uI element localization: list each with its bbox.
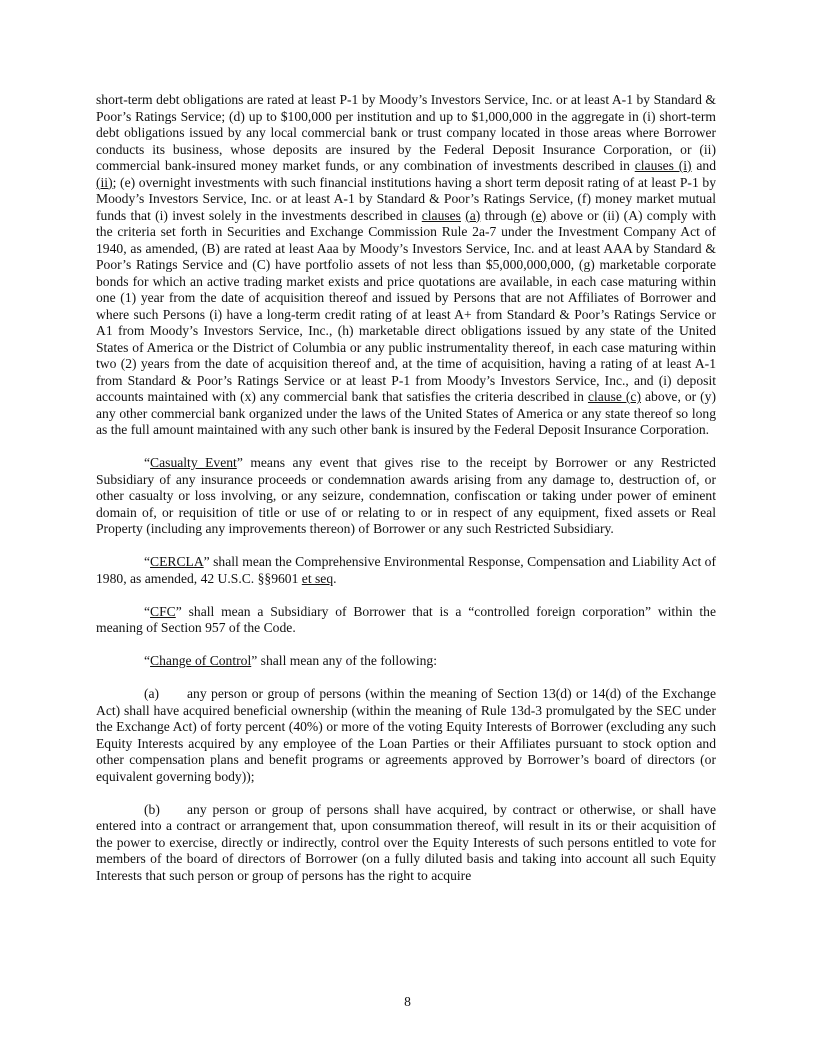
definition-casualty-event: “Casualty Event” means any event that gives rise to the receipt by Borrower or any Restricted Subsidiary of any insurance proceeds or condemnation awards arising from any damage to, destruction of, or other casualty or loss involving, or any seizure, condemnation, confiscation or taking under power of eminent domain of, or requisition of title or use of or relating to or in respect of any equipment, fixed assets or Real Property (including any improvements thereon) of Borrower or any such Restricted Subsidiary. bbox=[96, 455, 716, 536]
definition-change-of-control: “Change of Control” shall mean any of the following: bbox=[144, 653, 437, 668]
et-seq: et seq bbox=[301, 570, 334, 586]
defined-term: CFC bbox=[150, 603, 176, 619]
cash-equivalents-continuation: short-term debt obligations are rated at least P-1 by Moody’s Investors Service, Inc. or at least A-1 by Standard & Poor’s Ratings Service; (d) up to $100,000 per institution and up to $1,000,000 in the aggregate in (i) short-term debt obligations issued by any local commercial bank or trust company located in those areas where Borrower conducts its business, whose deposits are insured by the Federal Deposit Insurance Corporation, or (ii) commercial bank-insured money market funds, or any combination of investments described in clauses (i) and (ii); (e) overnight investments with such financial institutions having a short term deposit rating of at least P-1 by Moody’s Investors Service, Inc. or at least A-1 by Standard & Poor’s Ratings Service, (f) money market mutual funds that (i) invest solely in the investments described in clauses (a) through (e) above or (ii) (A) comply with the criteria set forth in Securities and Exchange Commission Rule 2a-7 under the Investment Company Act of 1940, as amended, (B) are rated at least Aaa by Moody’s Investors Service, Inc. and at least AAA by Standard & Poor’s Ratings Service and (C) have portfolio assets of not less than $5,000,000,000, (g) marketable corporate bonds for which an active trading market exists and price quotations are available, in each case maturing within one (1) year from the date of acquisition thereof and issued by Persons that are not Affiliates of Borrower and where such Persons (i) have a long-term credit rating of at least A+ from Standard & Poor’s Ratings Service or A1 from Moody’s Investors Service, Inc., (h) marketable direct obligations issued by any state of the United States of America or the District of Columbia or any public instrumentality thereof, in each case maturing within two (2) years from the date of acquisition thereof and, at the time of acquisition, having a rating of at least A-1 from Standard & Poor’s Ratings Service or at least P-1 from Moody’s Investors Service, Inc., and (i) deposit accounts maintained with (x) any commercial bank that satisfies the criteria described in clause (c) above, or (y) any other commercial bank organized under the laws of the United States of America or any state thereof so long as the full amount maintained with any such other bank is insured by the Federal Deposit Insurance Corporation. bbox=[96, 92, 717, 437]
document-page bbox=[96, 92, 716, 884]
change-of-control-clause-b: (b) any person or group of persons shall have acquired, by contract or otherwise, or shall have entered into a contract or arrangement that, upon consummation thereof, will result in its or their acquisition of the power to exercise, directly or indirectly, control over the Equity Interests of such persons entitled to vote for members of the board of directors of Borrower (on a fully diluted basis and taking into account all such Equity Interests that such person or group of persons has the right to acquire bbox=[96, 801, 716, 883]
clause-ref: clause (c) bbox=[587, 389, 641, 404]
clause-ref: clauses (i) bbox=[634, 158, 692, 173]
page-number: 8 bbox=[404, 994, 411, 1009]
defined-term: Casualty Event bbox=[150, 455, 237, 470]
defined-term: CERCLA bbox=[150, 554, 204, 569]
clause-ref: (e) bbox=[531, 207, 547, 223]
clause-label: (b) bbox=[144, 801, 160, 817]
definition-cercla: “CERCLA” shall mean the Comprehensive Environmental Response, Compensation and Liability Act of 1980, as amended, 42 U.S.C. §§9601 et seq. bbox=[96, 554, 716, 586]
clause-ref: (ii) bbox=[96, 174, 113, 190]
clause-label: (a) bbox=[144, 686, 160, 701]
definition-cfc: “CFC” shall mean a Subsidiary of Borrower that is a “controlled foreign corporation” within the meaning of Section 957 of the Code. bbox=[96, 603, 716, 635]
clause-ref: clauses bbox=[421, 207, 461, 223]
clause-ref: (a) bbox=[465, 207, 481, 223]
change-of-control-clause-a: (a) any person or group of persons (within the meaning of Section 13(d) or 14(d) of the Exchange Act) shall have acquired beneficial ownership (within the meaning of Rule 13d-3 promulgated by the SEC under the Exchange Act) of forty percent (40%) or more of the voting Equity Interests of Borrower (excluding any such Equity Interests acquired by any employee of the Loan Parties or their Affiliates pursuant to stock option and other compensation plans and benefit programs or agreements approved by Borrower’s board of directors (or equivalent governing body)); bbox=[96, 686, 716, 784]
defined-term: Change of Control bbox=[150, 653, 252, 668]
